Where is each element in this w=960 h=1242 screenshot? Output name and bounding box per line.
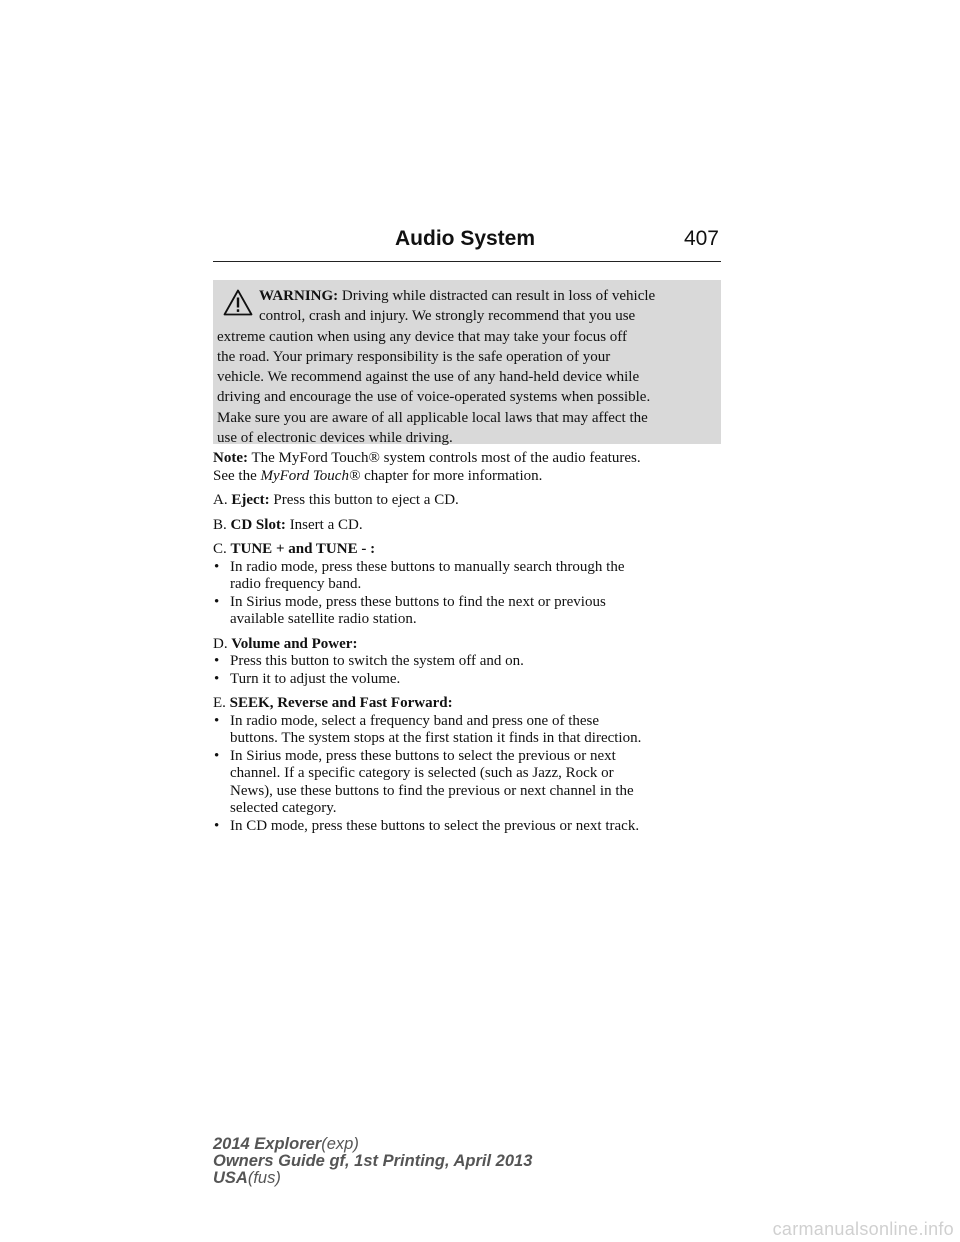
warning-line: Make sure you are aware of all applicable local laws that may affect the [217,409,648,426]
bullet-icon: • [214,712,220,729]
item-eject: A. Eject: Press this button to eject a CD. [213,492,459,508]
item-cd-slot-label: CD Slot: [230,516,286,533]
footer-model-line: 2014 Explorer(exp) [213,1135,359,1153]
bullet-icon: • [214,653,220,669]
bullet-icon: • [214,593,220,610]
item-cd-slot: B. CD Slot: Insert a CD. [213,516,363,533]
list-item: • Press this button to switch the system off and on. [214,653,524,669]
warning-line: vehicle. We recommend against the use of any hand-held device while [217,369,640,386]
warning-line: the road. Your primary responsibility is the safe operation of your [217,348,611,365]
warning-line: use of electronic devices while driving. [217,430,453,447]
bullet-icon: • [214,817,220,834]
footer-edition-line: Owners Guide gf, 1st Printing, April 2013 [213,1152,533,1170]
page-number: 407 [683,227,719,250]
warning-line: driving and encourage the use of voice-operated systems when possible. [217,389,651,406]
tune-bullet-list [213,559,723,629]
item-tune-label: TUNE + and TUNE - : [230,541,376,557]
note-label: Note: [213,450,248,466]
site-watermark: carmanualsonline.info [772,1219,954,1239]
item-volume-power: D. Volume and Power: [213,635,358,652]
warning-label: WARNING: [259,288,339,304]
warning-line: extreme caution when using any device that may take your focus off [217,328,628,345]
list-item: • In Sirius mode, press these buttons to find the next or previous available satellite radio station. [214,593,606,627]
list-item: • In radio mode, select a frequency band and press one of these buttons. The system stops at the first station it finds in that direction. [214,712,642,746]
bullet-icon: • [214,558,220,575]
warning-box [213,280,721,447]
item-tune: C. TUNE + and TUNE - : [213,541,376,557]
volume-bullet-list [213,653,723,688]
bullet-icon: • [214,670,220,687]
page-content [213,450,723,842]
list-item: • Turn it to adjust the volume. [214,670,401,687]
section-title: Audio System [395,227,536,250]
footer-market-line: USA(fus) [213,1169,281,1187]
warning-line: WARNING: Driving while distracted can result in loss of vehicle [259,288,656,304]
warning-line: control, crash and injury. We strongly recommend that you use [259,308,636,325]
list-item: • In CD mode, press these buttons to select the previous or next track. [214,817,640,834]
page-header [213,225,721,262]
item-eject-label: Eject: [231,492,270,508]
item-seek: E. SEEK, Reverse and Fast Forward: [213,695,453,711]
note-paragraph: Note: The MyFord Touch® system controls most of the audio features. See the MyFord Touch® chapter for more information. [213,450,641,484]
bullet-icon: • [214,747,220,764]
document-footer [213,1136,532,1187]
item-seek-label: SEEK, Reverse and Fast Forward: [229,695,453,711]
item-volume-power-label: Volume and Power: [231,635,358,652]
warning-text [217,286,719,448]
list-item: • In radio mode, press these buttons to manually search through the radio frequency band. [214,558,625,592]
list-item: • In Sirius mode, press these buttons to select the previous or next channel. If a specific category is selected (such as Jazz, Rock or News), use these buttons to find the previous or next channel in the selected category. [214,747,634,816]
seek-bullet-list [213,713,723,836]
myford-touch-reference: MyFord Touch® [260,467,361,484]
